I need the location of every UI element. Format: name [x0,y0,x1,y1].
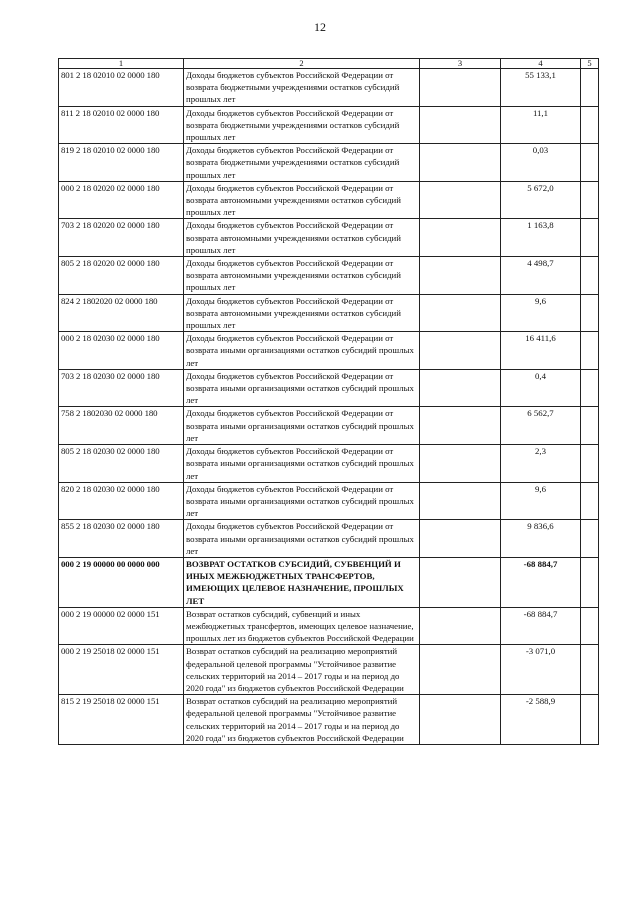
budget-code-cell: 815 2 19 25018 02 0000 151 [59,695,184,745]
column-5-cell [581,69,599,107]
table-row [59,482,599,520]
revenue-name-cell: Доходы бюджетов субъектов Российской Федерации от возврата иными организациями остатков субсидий прошлых лет [184,369,420,407]
budget-code-cell: 000 2 18 02030 02 0000 180 [59,332,184,370]
header-col-1: 1 [59,59,184,69]
table-row [59,294,599,332]
budget-code-cell: 805 2 18 02020 02 0000 180 [59,257,184,295]
revenue-name-cell: Доходы бюджетов субъектов Российской Федерации от возврата автономными учреждениями остатков субсидий прошлых лет [184,257,420,295]
header-col-2: 2 [184,59,420,69]
table-row [59,257,599,295]
table-row [59,557,599,607]
column-3-cell [420,106,501,144]
column-5-cell [581,695,599,745]
revenue-name-cell: Доходы бюджетов субъектов Российской Федерации от возврата иными организациями остатков субсидий прошлых лет [184,445,420,483]
table-row [59,695,599,745]
amount-cell: -2 588,9 [501,695,581,745]
amount-cell: 55 133,1 [501,69,581,107]
budget-code-cell: 801 2 18 02010 02 0000 180 [59,69,184,107]
column-3-cell [420,645,501,695]
column-5-cell [581,607,599,645]
budget-code-cell: 703 2 18 02020 02 0000 180 [59,219,184,257]
table-row [59,407,599,445]
table-row [59,520,599,558]
column-5-cell [581,219,599,257]
amount-cell: -68 884,7 [501,557,581,607]
amount-cell: 9 836,6 [501,520,581,558]
column-3-cell [420,482,501,520]
column-5-cell [581,445,599,483]
revenue-name-cell: Доходы бюджетов субъектов Российской Федерации от возврата бюджетными учреждениями остатков субсидий прошлых лет [184,69,420,107]
column-3-cell [420,257,501,295]
budget-code-cell: 824 2 1802020 02 0000 180 [59,294,184,332]
column-3-cell [420,144,501,182]
column-5-cell [581,294,599,332]
column-3-cell [420,69,501,107]
column-5-cell [581,482,599,520]
revenue-name-cell: Доходы бюджетов субъектов Российской Федерации от возврата иными организациями остатков субсидий прошлых лет [184,482,420,520]
table-row [59,181,599,219]
revenue-name-cell: Возврат остатков субсидий, субвенций и иных межбюджетных трансфертов, имеющих целевое назначение, прошлых лет из бюджетов субъектов Российской Федерации [184,607,420,645]
column-3-cell [420,407,501,445]
budget-code-cell: 000 2 19 00000 00 0000 000 [59,557,184,607]
column-5-cell [581,106,599,144]
table-row [59,332,599,370]
revenue-name-cell: Доходы бюджетов субъектов Российской Федерации от возврата бюджетными учреждениями остатков субсидий прошлых лет [184,144,420,182]
column-5-cell [581,407,599,445]
budget-code-cell: 811 2 18 02010 02 0000 180 [59,106,184,144]
column-3-cell [420,294,501,332]
column-3-cell [420,520,501,558]
amount-cell: 1 163,8 [501,219,581,257]
column-5-cell [581,332,599,370]
revenue-name-cell: Доходы бюджетов субъектов Российской Федерации от возврата бюджетными учреждениями остатков субсидий прошлых лет [184,106,420,144]
table-row [59,369,599,407]
amount-cell: 9,6 [501,482,581,520]
table-row [59,607,599,645]
amount-cell: 0,4 [501,369,581,407]
column-3-cell [420,332,501,370]
budget-code-cell: 000 2 19 00000 02 0000 151 [59,607,184,645]
table-body [59,69,599,745]
budget-code-cell: 855 2 18 02030 02 0000 180 [59,520,184,558]
amount-cell: 5 672,0 [501,181,581,219]
table-row [59,645,599,695]
table-row [59,445,599,483]
column-3-cell [420,445,501,483]
table-row [59,144,599,182]
revenue-table [58,58,599,745]
table-row [59,106,599,144]
revenue-name-cell: Доходы бюджетов субъектов Российской Федерации от возврата автономными учреждениями остатков субсидий прошлых лет [184,219,420,257]
table-row [59,69,599,107]
amount-cell: 9,6 [501,294,581,332]
revenue-name-cell: Возврат остатков субсидий на реализацию мероприятий федеральной целевой программы "Устойчивое развитие сельских территорий на 2014 – 2017 годы и на период до 2020 года" из бюджетов субъектов Российской Федерации [184,645,420,695]
column-5-cell [581,520,599,558]
column-5-cell [581,181,599,219]
budget-code-cell: 703 2 18 02030 02 0000 180 [59,369,184,407]
page-number: 12 [314,20,326,34]
column-3-cell [420,607,501,645]
column-3-cell [420,369,501,407]
budget-code-cell: 805 2 18 02030 02 0000 180 [59,445,184,483]
column-3-cell [420,695,501,745]
header-col-5: 5 [581,59,599,69]
header-col-4: 4 [501,59,581,69]
column-3-cell [420,181,501,219]
amount-cell: 16 411,6 [501,332,581,370]
budget-code-cell: 819 2 18 02010 02 0000 180 [59,144,184,182]
column-5-cell [581,144,599,182]
table-header-row [59,59,599,69]
amount-cell: 4 498,7 [501,257,581,295]
column-5-cell [581,257,599,295]
revenue-name-cell: Возврат остатков субсидий на реализацию мероприятий федеральной целевой программы "Устойчивое развитие сельских территорий на 2014 – 2017 годы и на период до 2020 года" из бюджетов субъектов Российской Федерации [184,695,420,745]
amount-cell: 2,3 [501,445,581,483]
column-5-cell [581,557,599,607]
budget-code-cell: 758 2 1802030 02 0000 180 [59,407,184,445]
column-5-cell [581,645,599,695]
revenue-name-cell: ВОЗВРАТ ОСТАТКОВ СУБСИДИЙ, СУБВЕНЦИЙ И ИНЫХ МЕЖБЮДЖЕТНЫХ ТРАНСФЕРТОВ, ИМЕЮЩИХ ЦЕЛЕВОЕ НАЗНАЧЕНИЕ, ПРОШЛЫХ ЛЕТ [184,557,420,607]
table-row [59,219,599,257]
column-3-cell [420,219,501,257]
budget-code-cell: 000 2 19 25018 02 0000 151 [59,645,184,695]
revenue-name-cell: Доходы бюджетов субъектов Российской Федерации от возврата иными организациями остатков субсидий прошлых лет [184,407,420,445]
revenue-name-cell: Доходы бюджетов субъектов Российской Федерации от возврата иными организациями остатков субсидий прошлых лет [184,332,420,370]
amount-cell: 11,1 [501,106,581,144]
revenue-name-cell: Доходы бюджетов субъектов Российской Федерации от возврата автономными учреждениями остатков субсидий прошлых лет [184,294,420,332]
revenue-name-cell: Доходы бюджетов субъектов Российской Федерации от возврата автономными учреждениями остатков субсидий прошлых лет [184,181,420,219]
amount-cell: -3 071,0 [501,645,581,695]
column-3-cell [420,557,501,607]
revenue-name-cell: Доходы бюджетов субъектов Российской Федерации от возврата иными организациями остатков субсидий прошлых лет [184,520,420,558]
amount-cell: 0,03 [501,144,581,182]
header-col-3: 3 [420,59,501,69]
amount-cell: 6 562,7 [501,407,581,445]
amount-cell: -68 884,7 [501,607,581,645]
column-5-cell [581,369,599,407]
budget-code-cell: 820 2 18 02030 02 0000 180 [59,482,184,520]
budget-code-cell: 000 2 18 02020 02 0000 180 [59,181,184,219]
